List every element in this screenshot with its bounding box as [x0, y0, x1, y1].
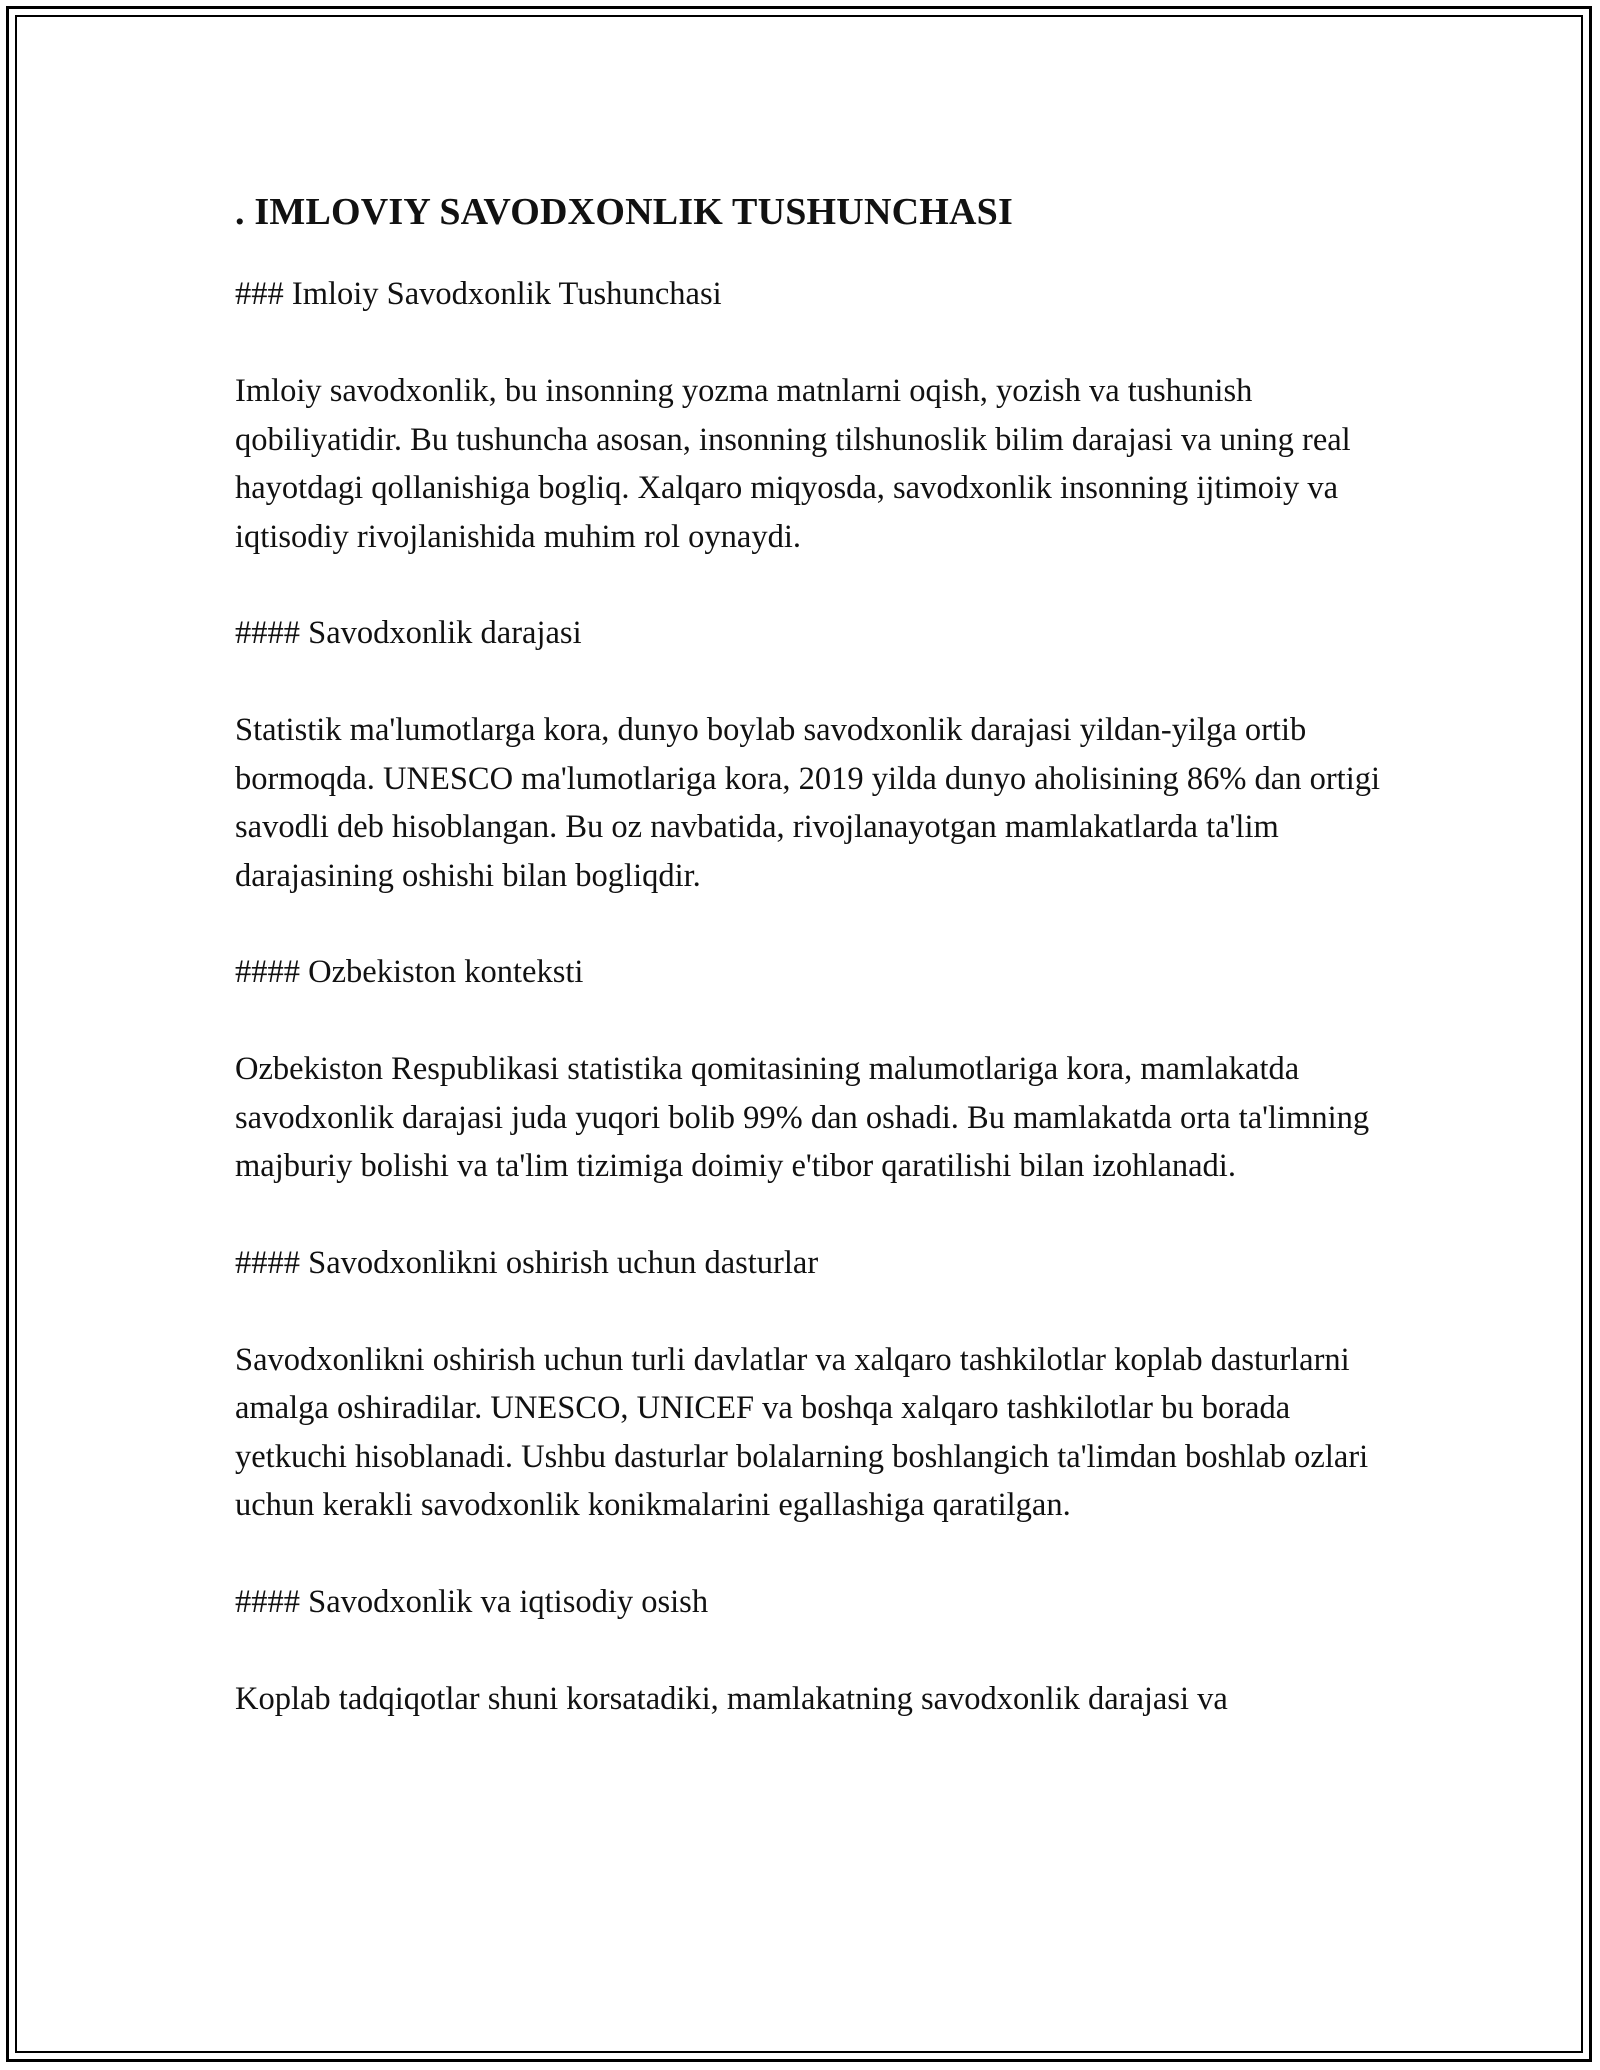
paragraph-literacy-level: Statistik ma'lumotlarga kora, dunyo boylab savodxonlik darajasi yildan-yilga ortib bormoqda. UNESCO ma'lumotlariga kora, 2019 yilda dunyo aholisining 86% dan ortigi savodli deb hisoblangan. Bu oz navbatida, rivojlanayotgan mamlakatlarda ta'lim darajasining oshishi bilan bogliqdir.	[235, 712, 1381, 894]
paragraph-concept: Imloiy savodxonlik, bu insonning yozma matnlarni oqish, yozish va tushunish qobiliyatidir. Bu tushuncha asosan, insonning tilshunoslik bilim darajasi va uning real hayotdagi qollanishiga bogliq. Xalqaro miqyosda, savodxonlik insonning ijtimoiy va iqtisodiy rivojlanishida muhim rol oynaydi.	[235, 373, 1351, 555]
section-heading-economic-growth: #### Savodxonlik va iqtisodiy osish	[235, 1583, 709, 1620]
section-heading-uzbekistan-context: #### Ozbekiston konteksti	[235, 954, 584, 990]
paragraph-programs: Savodxonlikni oshirish uchun turli davlatlar va xalqaro tashkilotlar koplab dasturlarni amalga oshiradilar. UNESCO, UNICEF va boshqa xalqaro tashkilotlar bu borada yetkuchi hisoblanadi. Ushbu dasturlar bolalarning boshlangich ta'limdan boshlab ozlari uchun kerakli savodxonlik konikmalarini egallashiga qaratilgan.	[235, 1341, 1369, 1523]
document-body	[235, 188, 1385, 1723]
section-heading-literacy-level: #### Savodxonlik darajasi	[235, 615, 582, 651]
section-heading-programs: #### Savodxonlikni oshirish uchun dasturlar	[235, 1244, 819, 1281]
section-heading-concept: ### Imloiy Savodxonlik Tushunchasi	[235, 276, 722, 312]
page-title: . IMLOVIY SAVODXONLIK TUSHUNCHASI	[235, 191, 1013, 233]
paragraph-uzbekistan-context: Ozbekiston Respublikasi statistika qomitasining malumotlariga kora, mamlakatda savodxonlik darajasi juda yuqori bolib 99% dan oshadi. Bu mamlakatda orta ta'limning majburiy bolishi va ta'lim tizimiga doimiy e'tibor qaratilishi bilan izohlanadi.	[235, 1051, 1370, 1184]
paragraph-economic-growth: Koplab tadqiqotlar shuni korsatadiki, mamlakatning savodxonlik darajasi va	[235, 1680, 1228, 1717]
